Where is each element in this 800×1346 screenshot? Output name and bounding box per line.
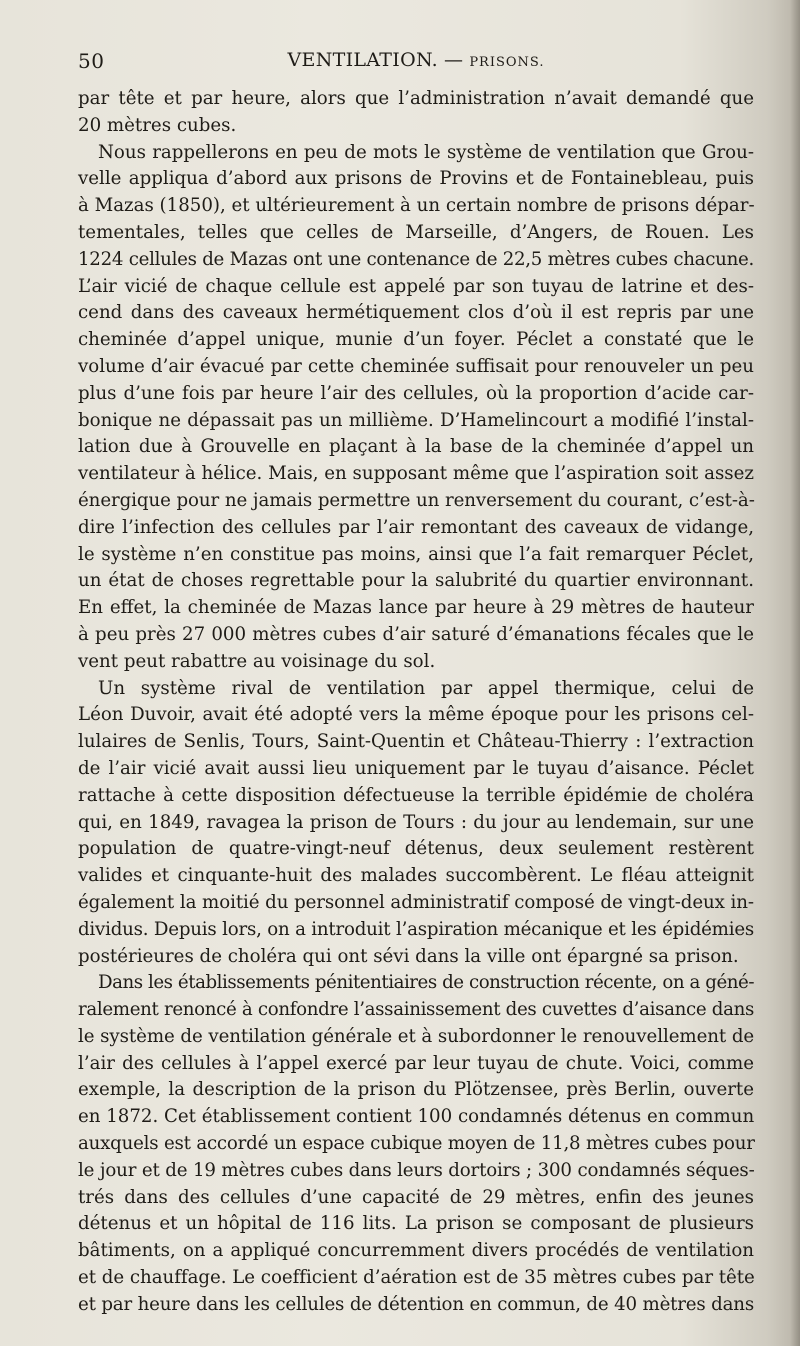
text-line: un état de choses regrettable pour la salubrité du quartier environnant. <box>78 570 754 592</box>
text-line: Un système rival de ventilation par appel thermique, celui de <box>98 677 754 699</box>
running-title <box>78 49 754 71</box>
text-line: lation due à Grouvelle en plaçant à la base de la cheminée d’appel un <box>78 436 754 458</box>
text-line: bonique ne dépassait pas un millième. D’Hamelincourt a modifié l’instal- <box>78 409 754 431</box>
text-line: cend dans des caveaux hermétiquement clos d’où il est repris par une <box>78 302 754 324</box>
text-line: dire l’infection des cellules par l’air remontant des caveaux de vidange, <box>78 516 754 538</box>
text-line: En effet, la cheminée de Mazas lance par heure à 29 mètres de hauteur <box>78 597 754 619</box>
text-line: le jour et de 19 mètres cubes dans leurs dortoirs ; 300 condamnés séques- <box>78 1159 755 1181</box>
page-edge-shadow <box>790 0 800 1346</box>
text-line: L’air vicié de chaque cellule est appelé par son tuyau de latrine et des- <box>78 275 754 297</box>
text-line: plus d’une fois par heure l’air des cellules, où la proportion d’acide car- <box>78 382 754 404</box>
text-line: rattache à cette disposition défectueuse la terrible épidémie de choléra <box>78 784 754 806</box>
page-number: 50 <box>78 49 105 73</box>
text-line: postérieures de choléra qui ont sévi dans la ville ont épargné sa prison. <box>78 945 739 967</box>
text-line: valides et cinquante-huit des malades succombèrent. Le fléau atteignit <box>78 865 754 887</box>
text-line: velle appliqua d’abord aux prisons de Provins et de Fontainebleau, puis <box>78 168 754 190</box>
running-title-main: VENTILATION. <box>287 49 438 71</box>
running-title-separator: — <box>444 49 464 71</box>
text-line: énergique pour ne jamais permettre un renversement du courant, c’est-à- <box>78 489 755 511</box>
running-header <box>78 49 754 83</box>
text-line: le système n’en constitue pas moins, ainsi que l’a fait remarquer Péclet, <box>78 543 754 565</box>
text-line: en 1872. Cet établissement contient 100 condamnés détenus en commun <box>78 1106 755 1128</box>
text-line: l’air des cellules à l’appel exercé par leur tuyau de chute. Voici, comme <box>78 1052 754 1074</box>
text-line: à Mazas (1850), et ultérieurement à un certain nombre de prisons dépar- <box>78 195 755 217</box>
text-line: détenus et un hôpital de 116 lits. La prison se composant de plusieurs <box>78 1213 754 1235</box>
text-line: cheminée d’appel unique, munie d’un foyer. Péclet a constaté que le <box>78 329 754 351</box>
text-line: qui, en 1849, ravagea la prison de Tours : du jour au lendemain, sur une <box>78 811 754 833</box>
text-line: trés dans des cellules d’une capacité de 29 mètres, enfin des jeunes <box>78 1186 754 1208</box>
text-line: 1224 cellules de Mazas ont une contenance de 22,5 mètres cubes chacune. <box>78 248 754 270</box>
text-line: population de quatre-vingt-neuf détenus, deux seulement restèrent <box>78 838 754 860</box>
text-line: de l’air vicié avait aussi lieu uniquement par le tuyau d’aisance. Péclet <box>78 757 754 779</box>
text-line: volume d’air évacué par cette cheminée suffisait pour renouveler un peu <box>78 355 754 377</box>
text-line: exemple, la description de la prison du Plötzensee, près Berlin, ouverte <box>78 1079 754 1101</box>
text-line: par tête et par heure, alors que l’administration n’avait demandé que <box>78 88 754 109</box>
text-line: ventilateur à hélice. Mais, en supposant même que l’aspiration soit assez <box>78 463 754 485</box>
text-line: également la moitié du personnel administratif composé de vingt-deux in- <box>78 891 754 913</box>
text-line: dividus. Depuis lors, on a introduit l’aspiration mécanique et les épidémies <box>78 918 754 940</box>
body-text <box>78 86 754 1319</box>
text-line: vent peut rabattre au voisinage du sol. <box>78 650 436 672</box>
text-line: Léon Duvoir, avait été adopté vers la même époque pour les prisons cel- <box>78 704 754 726</box>
text-line: lulaires de Senlis, Tours, Saint-Quentin et Château-Thierry : l’extraction <box>78 731 754 753</box>
text-line: et de chauffage. Le coefficient d’aération est de 35 mètres cubes par tête <box>78 1267 755 1289</box>
text-line: à peu près 27 000 mètres cubes d’air saturé d’émanations fécales que le <box>78 623 754 645</box>
text-line: Nous rappellerons en peu de mots le système de ventilation que Grou- <box>98 141 754 163</box>
text-line: ralement renoncé à confondre l’assainissement des cuvettes d’aisance dans <box>78 999 754 1021</box>
text-line: 20 mètres cubes. <box>78 114 237 136</box>
text-line: Dans les établissements pénitentiaires de construction récente, on a géné- <box>98 972 754 994</box>
text-line: le système de ventilation générale et à subordonner le renouvellement de <box>78 1025 755 1047</box>
text-line: bâtiments, on a appliqué concurremment divers procédés de ventilation <box>78 1240 754 1262</box>
text-line: auxquels est accordé un espace cubique moyen de 11,8 mètres cubes pour <box>78 1133 755 1155</box>
running-title-sub: PRISONS. <box>469 55 545 70</box>
text-line: et par heure dans les cellules de détention en commun, de 40 mètres dans <box>78 1293 754 1315</box>
text-line: tementales, telles que celles de Marseille, d’Angers, de Rouen. Les <box>78 221 754 243</box>
